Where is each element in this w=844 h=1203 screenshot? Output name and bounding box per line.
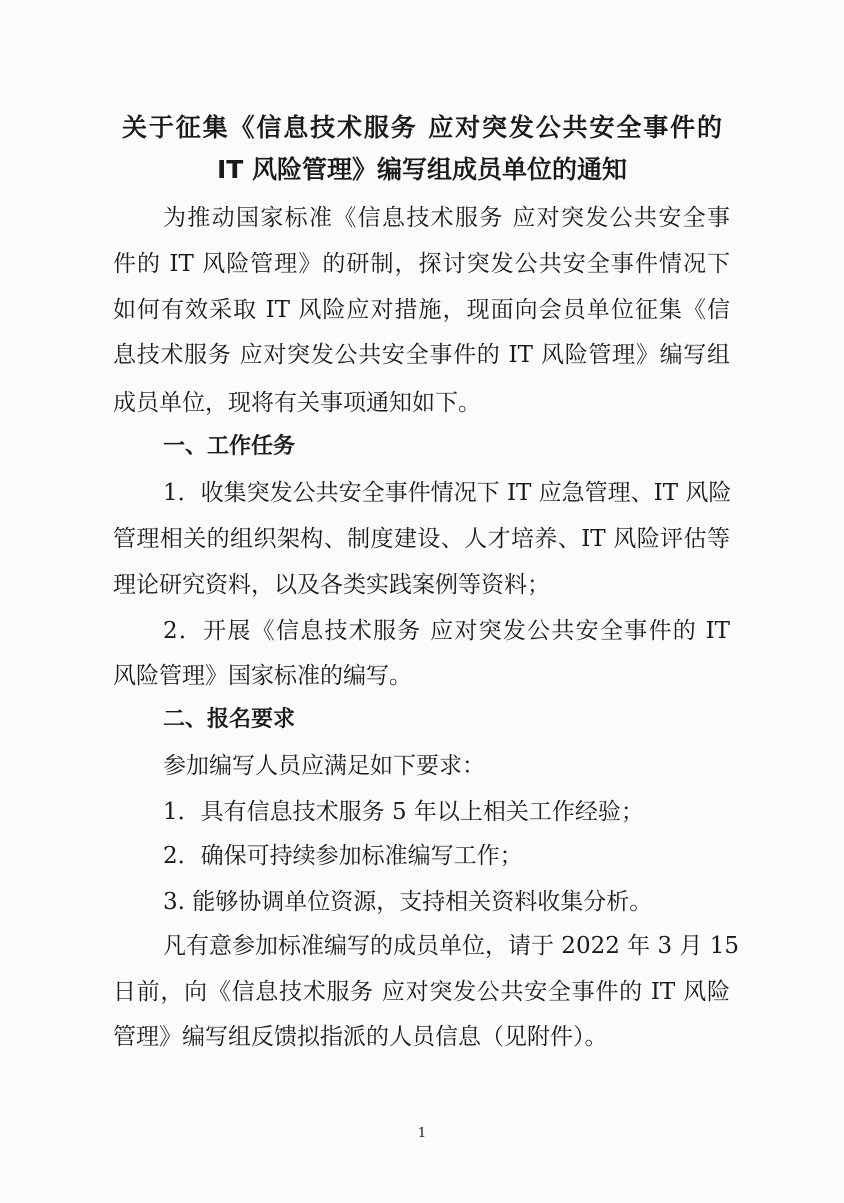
task-item-line: 理论研究资料，以及各类实践案例等资料； [113,572,550,598]
intro-line: 如何有效采取 IT 风险应对措施，现面向会员单位征集《信 [113,297,730,323]
closing-line: 管理》编写组反馈拟指派的人员信息（见附件）。 [113,1024,608,1050]
section-heading-tasks: 一、工作任务 [163,434,296,459]
page-number: 1 [417,1126,427,1141]
intro-line: 息技术服务 应对突发公共安全事件的 IT 风险管理》编写组 [113,342,730,368]
task-item-line: 管理相关的组织架构、制度建设、人才培养、IT 风险评估等 [113,526,730,552]
intro-line: 为推动国家标准《信息技术服务 应对突发公共安全事 [163,205,730,231]
requirement-item: 2．确保可持续参加标准编写工作； [163,843,523,869]
task-item-line: 2．开展《信息技术服务 应对突发公共安全事件的 IT [163,618,730,644]
document-title-line-1: 关于征集《信息技术服务 应对突发公共安全事件的 [122,113,722,142]
task-item-line: 风险管理》国家标准的编写。 [113,663,412,689]
intro-line: 成员单位，现将有关事项通知如下。 [113,390,481,416]
requirement-item: 3. 能够协调单位资源，支持相关资料收集分析。 [163,889,653,915]
section-heading-requirements: 二、报名要求 [163,707,296,732]
closing-line: 凡有意参加标准编写的成员单位，请于 2022 年 3 月 15 [163,933,739,959]
requirements-lead: 参加编写人员应满足如下要求： [163,753,485,779]
task-item-line: 1．收集突发公共安全事件情况下 IT 应急管理、IT 风险 [163,480,732,506]
intro-line: 件的 IT 风险管理》的研制，探讨突发公共安全事件情况下 [113,251,730,277]
closing-line: 日前，向《信息技术服务 应对突发公共安全事件的 IT 风险 [113,979,730,1005]
requirement-item: 1．具有信息技术服务 5 年以上相关工作经验； [163,799,644,825]
document-title-line-2: IT 风险管理》编写组成员单位的通知 [216,155,628,184]
